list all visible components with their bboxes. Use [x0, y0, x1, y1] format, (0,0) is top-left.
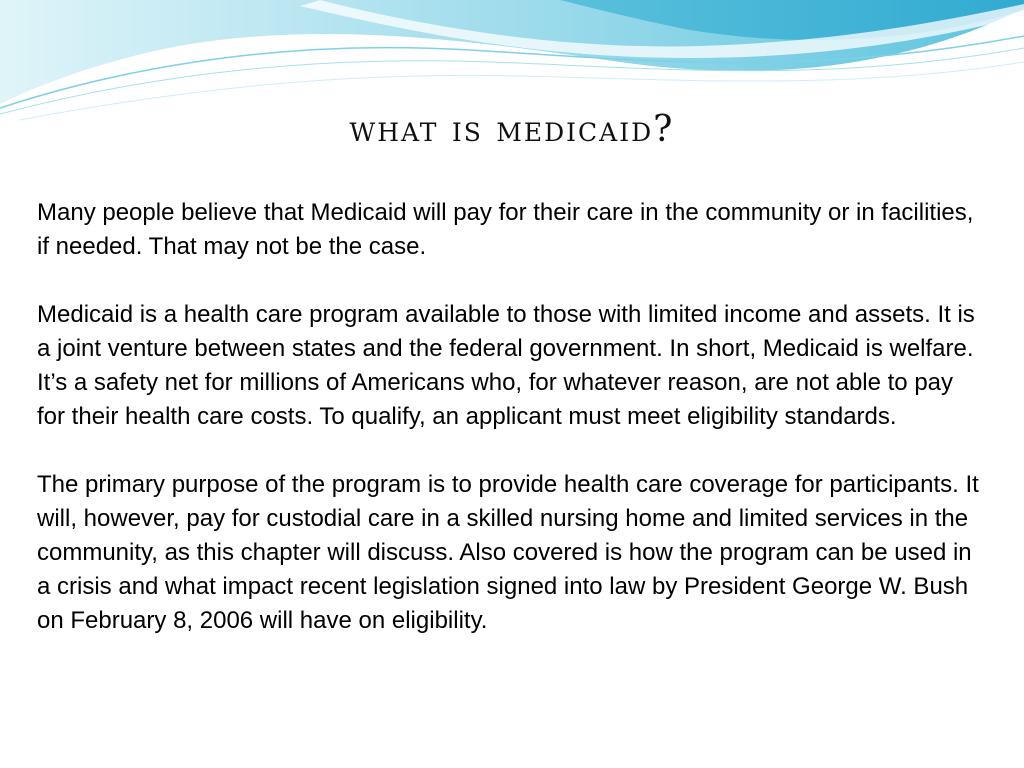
body-paragraph-1: Many people believe that Medicaid will pay for their care in the community or in facilities, if needed. That may not be the case. — [37, 199, 974, 260]
body-paragraph-3: The primary purpose of the program is to provide health care coverage for participants. It will, however, pay for custodial care in a skilled nursing home and limited services in the community, as this chapter will discuss. Also covered is how the program can be used in a crisis and what impact recent legislation signed into law by President George W. Bush on February 8, 2006 will have on eligibility. — [37, 471, 979, 634]
slide-title: what is medicaid? — [349, 109, 675, 150]
slide-body — [37, 196, 987, 638]
body-paragraph-2: Medicaid is a health care program available to those with limited income and assets. It is a joint venture between states and the federal government. In short, Medicaid is welfare. It’s a safety net for millions of Americans who, for whatever reason, are not able to pay for their health care costs. To qualify, an applicant must meet eligibility standards. — [37, 301, 975, 430]
